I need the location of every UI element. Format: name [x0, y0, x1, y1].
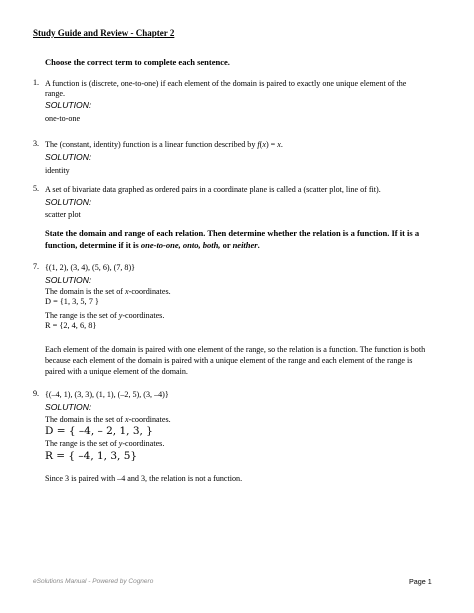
- section2-instruction-last: neither: [232, 240, 258, 250]
- q5-text: A set of bivariate data graphed as ordered pairs in a coordinate plane is called a (scatter plot, line of fit).: [45, 185, 381, 194]
- section1-instruction: Choose the correct term to complete each sentence.: [45, 57, 230, 67]
- q1-text-line2: range.: [45, 89, 65, 98]
- q7-range-post: -coordinates.: [122, 311, 165, 320]
- q7-explanation-line2: because each element of the domain is paired with a unique element of the range and each element of the range is: [45, 356, 413, 365]
- q9-domain-post: -coordinates.: [128, 415, 171, 424]
- q7-domain-post: -coordinates.: [128, 287, 171, 296]
- q7-explanation-line3: paired with a unique element of the domain.: [45, 367, 188, 376]
- q9-range-set: R = { –4, 1, 3, 5}: [45, 450, 138, 462]
- q7-range-var: y: [118, 311, 123, 320]
- q7-number: 7.: [33, 262, 40, 271]
- q1-answer: one-to-one: [45, 114, 81, 123]
- section2-instruction-line2: function, determine if it is one-to-one, onto, both, or neither.: [45, 240, 260, 250]
- q9-domain-set: D = { –4, – 2, 1, 3, }: [45, 425, 153, 437]
- q3-number: 3.: [33, 139, 40, 148]
- q9-relation: {(–4, 1), (3, 3), (1, 1), (–2, 5), (3, –4)}: [45, 390, 169, 399]
- q7-explanation-line1: Each element of the domain is paired with one element of the range, so the relation is a function. The function is both: [45, 345, 426, 354]
- section2-instruction-terms: one-to-one, onto, both,: [140, 240, 221, 250]
- q1-number: 1.: [33, 78, 40, 87]
- q3-f: f: [257, 140, 260, 149]
- q5-solution-label: SOLUTION:: [45, 197, 92, 207]
- q5-answer: scatter plot: [45, 210, 81, 219]
- q7-domain-set: D = {1, 3, 5, 7 }: [45, 297, 99, 306]
- q7-range-pre: The range is the set of: [45, 311, 119, 320]
- q5-number: 5.: [33, 184, 40, 193]
- q9-range-text: [45, 438, 164, 449]
- page-title: Study Guide and Review - Chapter 2: [33, 28, 175, 38]
- q3-x2: x: [277, 140, 281, 149]
- q9-range-pre: The range is the set of: [45, 439, 119, 448]
- q9-range-var: y: [118, 439, 123, 448]
- q3-text: The (constant, identity) function is a linear function described by f(x) = x.: [45, 140, 283, 149]
- q9-range-post: -coordinates.: [122, 439, 165, 448]
- q9-domain-text: [45, 414, 171, 425]
- q7-range-text: [45, 310, 164, 321]
- section2-instruction-pre: function, determine if it is: [45, 240, 141, 250]
- q7-relation: {(1, 2), (3, 4), (5, 6), (7, 8)}: [45, 263, 136, 272]
- footer-publisher: eSolutions Manual - Powered by Cognero: [33, 578, 154, 585]
- q9-domain-var: x: [125, 415, 129, 424]
- q3-x1: x: [262, 140, 266, 149]
- section2-instruction-line1: State the domain and range of each relation. Then determine whether the relation is a function. If it is a: [45, 228, 420, 238]
- q7-domain-pre: The domain is the set of: [45, 287, 126, 296]
- q1-solution-label: SOLUTION:: [45, 100, 92, 110]
- q9-solution-label: SOLUTION:: [45, 402, 92, 412]
- q9-conclusion: Since 3 is paired with –4 and 3, the relation is not a function.: [45, 474, 243, 483]
- q9-number: 9.: [33, 389, 40, 398]
- q7-solution-label: SOLUTION:: [45, 275, 92, 285]
- q7-domain-text: [45, 286, 171, 297]
- q3-text-pre: The (constant, identity) function is a linear function described by: [45, 140, 258, 149]
- q7-range-set: R = {2, 4, 6, 8}: [45, 321, 97, 330]
- q7-domain-var: x: [125, 287, 129, 296]
- q3-solution-label: SOLUTION:: [45, 152, 92, 162]
- q1-text-line1: A function is (discrete, one-to-one) if each element of the domain is paired to exactly one unique element of the: [45, 79, 407, 88]
- footer-page-number: Page 1: [409, 577, 432, 586]
- q3-answer: identity: [45, 166, 70, 175]
- section2-instruction-or: or: [220, 240, 233, 250]
- q9-domain-pre: The domain is the set of: [45, 415, 126, 424]
